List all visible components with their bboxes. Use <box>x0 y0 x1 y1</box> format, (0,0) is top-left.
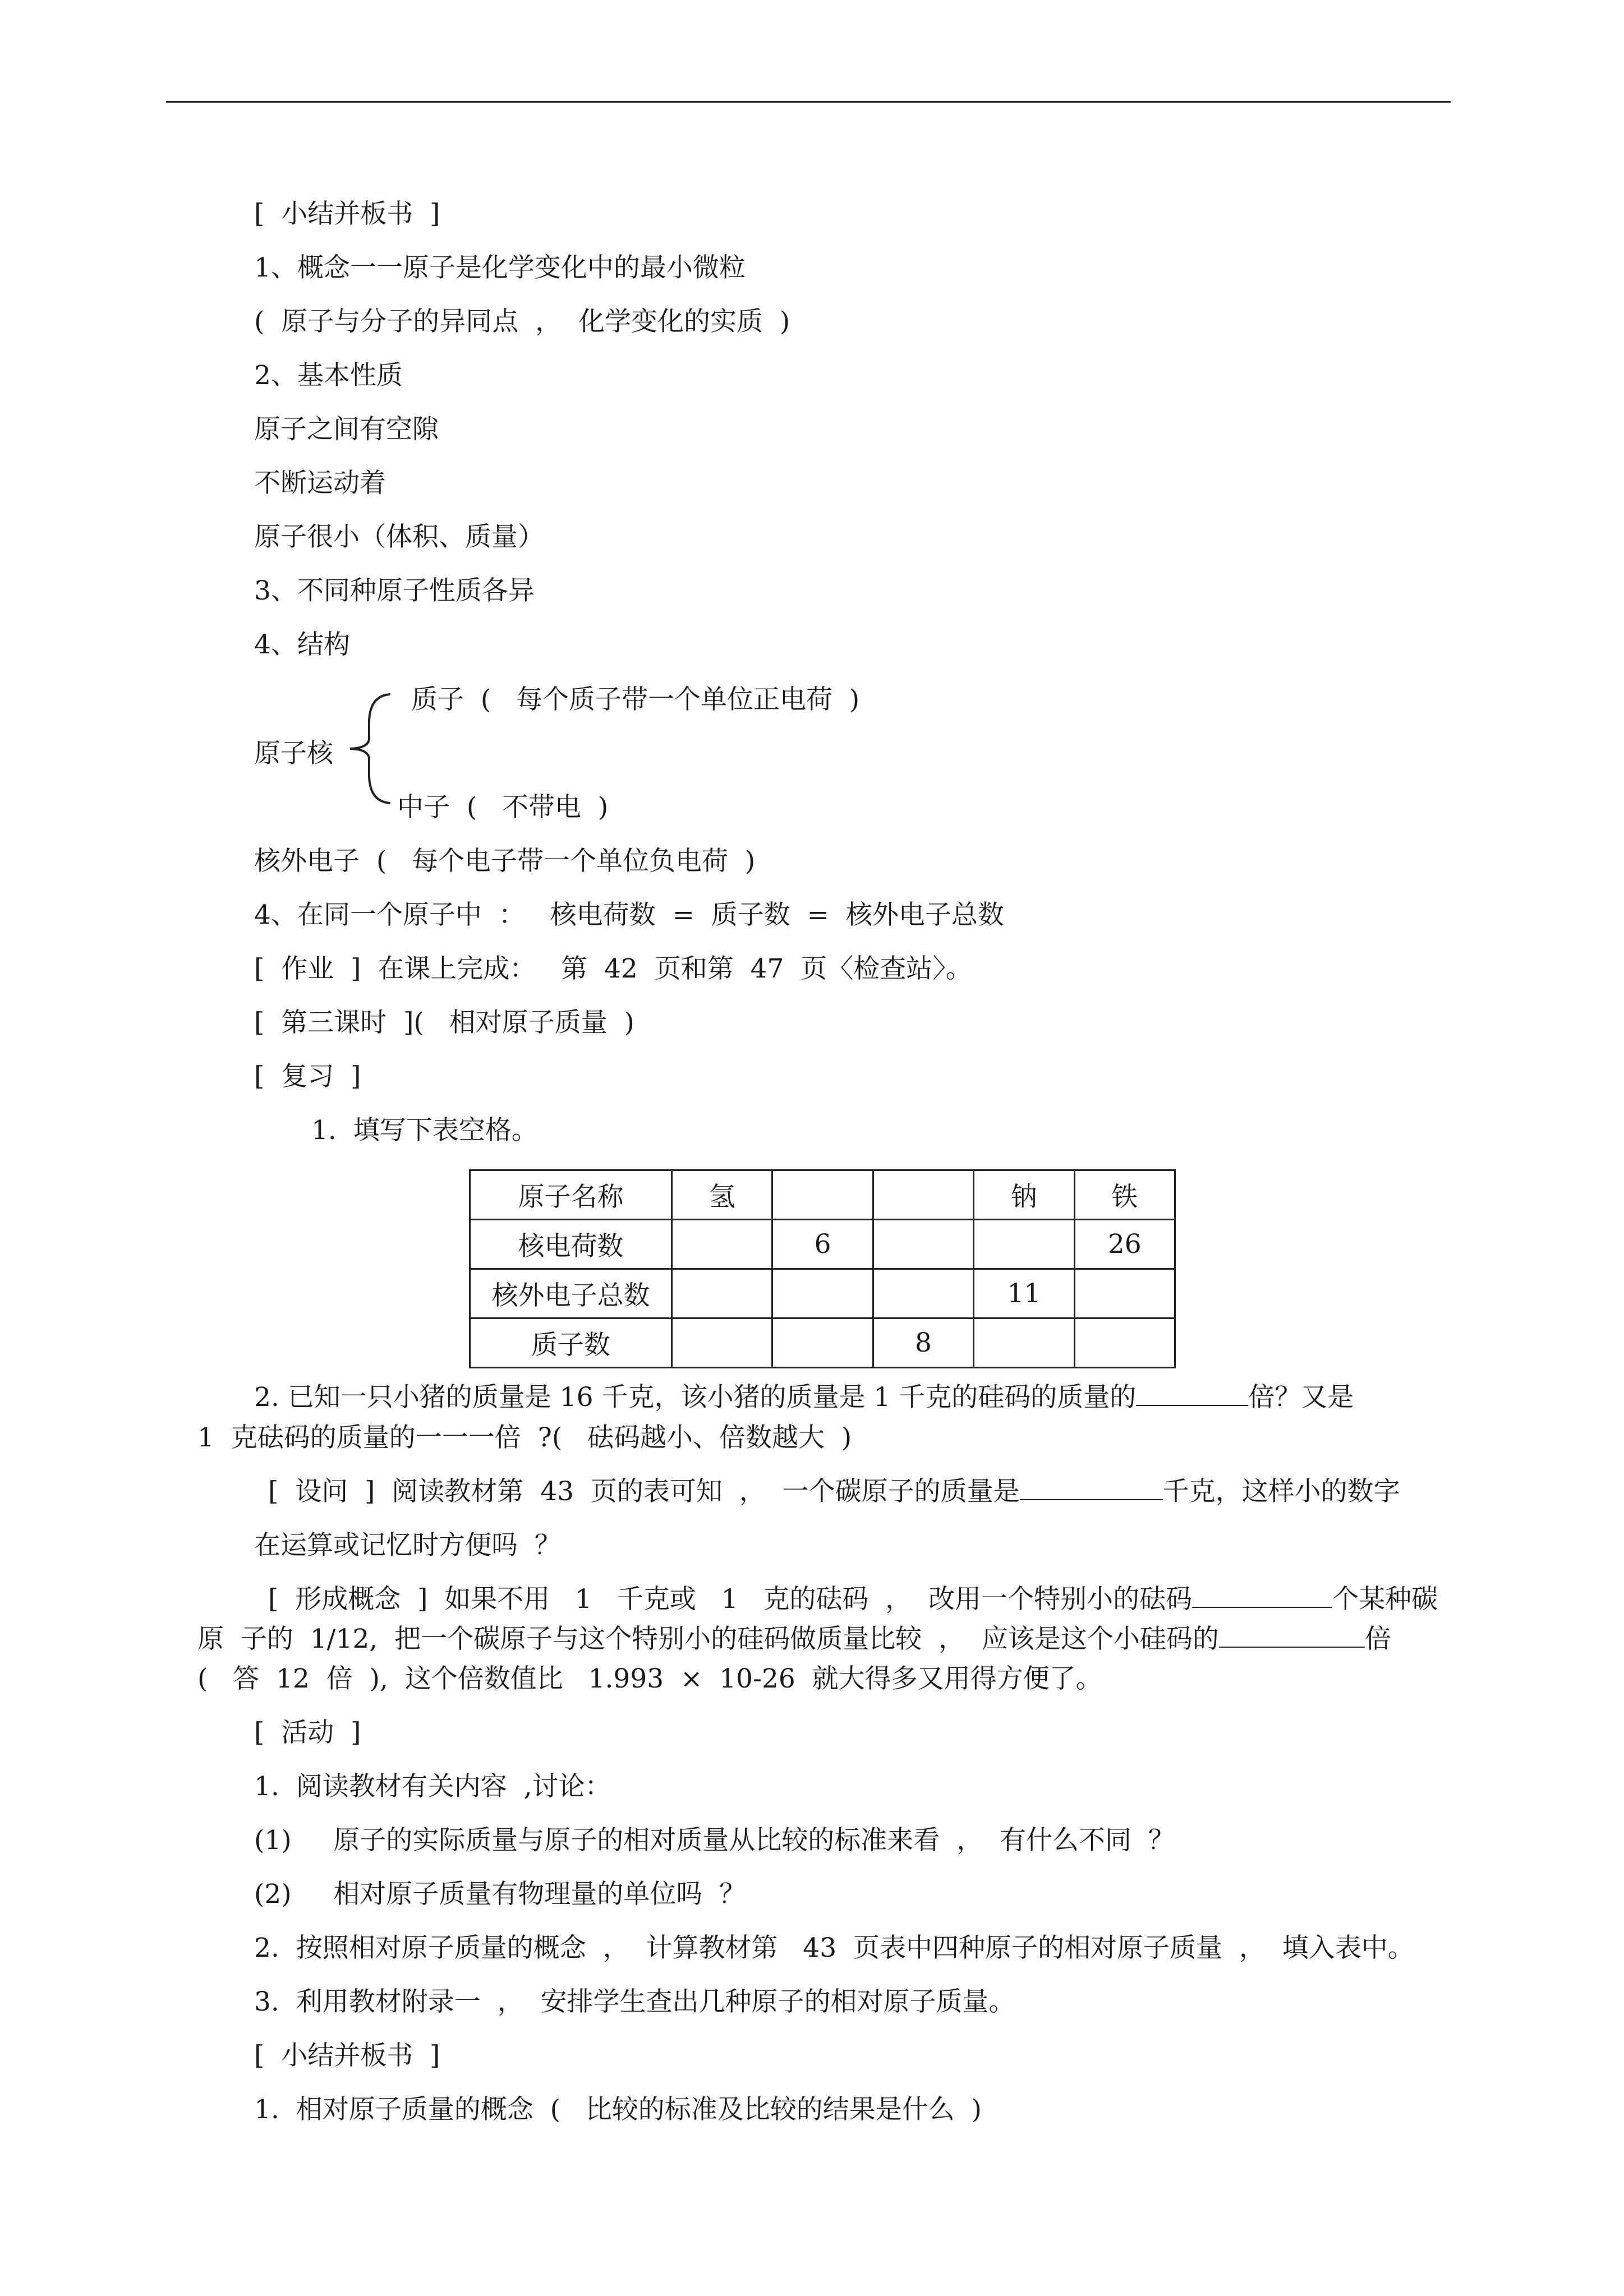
discussion-1: (1) 原子的实际质量与原子的相对质量从比较的标准来看 ， 有什么不同 ？ <box>254 1825 1175 1856</box>
table-cell <box>1074 1318 1175 1368</box>
table-cell <box>873 1220 973 1269</box>
table-row <box>470 1220 1175 1269</box>
question-3-line-1 <box>268 1475 1400 1509</box>
property-gap: 原子之间有空隙 <box>254 414 439 445</box>
concept-formation-text-2-end: 倍 <box>1364 1624 1391 1654</box>
table-cell: 核外电子总数 <box>470 1269 672 1318</box>
property-different: 3、不同种原子性质各异 <box>254 575 535 606</box>
electron-line: 核外电子 ( 每个电子带一个单位负电荷 ) <box>254 846 756 877</box>
activity-heading: [ 活动 ] <box>254 1717 361 1748</box>
structure-heading: 4、结构 <box>254 629 350 660</box>
concept-formation-text-2: 原 子的 1/12, 把一个碳原子与这个特别小的硅码做质量比较 ， 应该是这个小硅码的 <box>197 1624 1219 1654</box>
review-heading: [ 复习 ] <box>254 1061 361 1092</box>
activity-item-1: 1. 阅读教材有关内容 ,讨论： <box>254 1771 611 1802</box>
table-cell: 26 <box>1074 1220 1175 1269</box>
concept-formation-line-3: ( 答 12 倍 ), 这个倍数值比 1.993 × 10-26 就大得多又用得方便了。 <box>197 1663 1102 1694</box>
table-cell <box>772 1318 873 1368</box>
table-cell <box>974 1318 1074 1368</box>
third-lesson-heading: [ 第三课时 ]( 相对原子质量 ) <box>254 1007 634 1038</box>
table-cell: 6 <box>772 1220 873 1269</box>
table-cell: 原子名称 <box>470 1170 672 1220</box>
summary-heading-2: [ 小结并板书 ] <box>254 2040 440 2071</box>
answer-blank <box>1219 1647 1365 1648</box>
concept-line: 1、概念一一原子是化学变化中的最小微粒 <box>254 252 746 283</box>
question-3-text-end: 千克，这样小的数字 <box>1162 1476 1400 1507</box>
basic-properties-heading: 2、基本性质 <box>254 360 403 391</box>
table-cell <box>873 1170 973 1220</box>
table-cell: 质子数 <box>470 1318 672 1368</box>
question-2-line-1 <box>254 1381 1354 1414</box>
table-row <box>470 1170 1175 1220</box>
concept-formation-text: [ 形成概念 ] 如果不用 1 千克或 1 克的砝码 ， 改用一个特别小的砝码 <box>268 1584 1193 1615</box>
table-cell <box>873 1269 973 1318</box>
answer-blank <box>1192 1607 1332 1608</box>
concept-formation-line-1 <box>268 1583 1438 1616</box>
homework-line: [ 作业 ] 在课上完成： 第 42 页和第 47 页〈检查站〉。 <box>254 953 972 984</box>
review-q1: 1. 填写下表空格。 <box>311 1115 538 1146</box>
table-cell <box>772 1170 873 1220</box>
table-cell <box>672 1269 772 1318</box>
answer-blank <box>1020 1499 1163 1500</box>
activity-item-3: 3. 利用教材附录一 ， 安排学生查出几种原子的相对原子质量。 <box>254 1986 1015 2017</box>
property-motion: 不断运动着 <box>254 468 386 499</box>
discussion-2: (2) 相对原子质量有物理量的单位吗 ？ <box>254 1879 746 1910</box>
equality-line: 4、在同一个原子中 ： 核电荷数 = 质子数 = 核外电子总数 <box>254 900 1004 930</box>
table-cell: 氢 <box>672 1170 772 1220</box>
summary-item-1: 1. 相对原子质量的概念 ( 比较的标准及比较的结果是什么 ) <box>254 2094 982 2125</box>
table-cell: 钠 <box>974 1170 1074 1220</box>
question-3-text: [ 设问 ] 阅读教材第 43 页的表可知 ， 一个碳原子的质量是 <box>268 1476 1020 1507</box>
concept-note: ( 原子与分子的异同点 ， 化学变化的实质 ) <box>254 306 790 337</box>
activity-item-2: 2. 按照相对原子质量的概念 ， 计算教材第 43 页表中四种原子的相对原子质量 ， 填入表中。 <box>254 1933 1414 1963</box>
nucleus-label: 原子核 <box>254 738 333 769</box>
property-small: 原子很小（体积、质量） <box>254 522 544 552</box>
table-row <box>470 1269 1175 1318</box>
concept-formation-line-2 <box>197 1622 1391 1656</box>
table-cell: 核电荷数 <box>470 1220 672 1269</box>
concept-formation-text-end: 个某种碳 <box>1332 1584 1438 1615</box>
question-2-text-end: 倍？又是 <box>1248 1382 1354 1413</box>
table-cell: 8 <box>873 1318 973 1368</box>
header-rule <box>166 101 1451 103</box>
structure-brace <box>347 690 397 808</box>
atom-table <box>469 1169 1176 1368</box>
table-cell: 铁 <box>1074 1170 1175 1220</box>
question-3-line-2: 在运算或记忆时方便吗 ？ <box>254 1530 561 1561</box>
table-cell <box>974 1220 1074 1269</box>
summary-heading: [ 小结并板书 ] <box>254 199 440 229</box>
table-cell <box>1074 1269 1175 1318</box>
table-row <box>470 1318 1175 1368</box>
question-2-line-2: 1 克砝码的质量的一一一倍 ?( 砝码越小、倍数越大 ) <box>197 1422 852 1453</box>
question-2-text: 2. 已知一只小猪的质量是 16 千克，该小猪的质量是 1 千克的硅码的质量的 <box>254 1382 1137 1413</box>
answer-blank <box>1136 1405 1248 1406</box>
neutron-line: 中子 ( 不带电 ) <box>397 792 609 823</box>
table-cell <box>772 1269 873 1318</box>
table-cell <box>672 1220 772 1269</box>
proton-line: 质子 ( 每个质子带一个单位正电荷 ) <box>411 684 860 715</box>
table-cell: 11 <box>974 1269 1074 1318</box>
table-cell <box>672 1318 772 1368</box>
